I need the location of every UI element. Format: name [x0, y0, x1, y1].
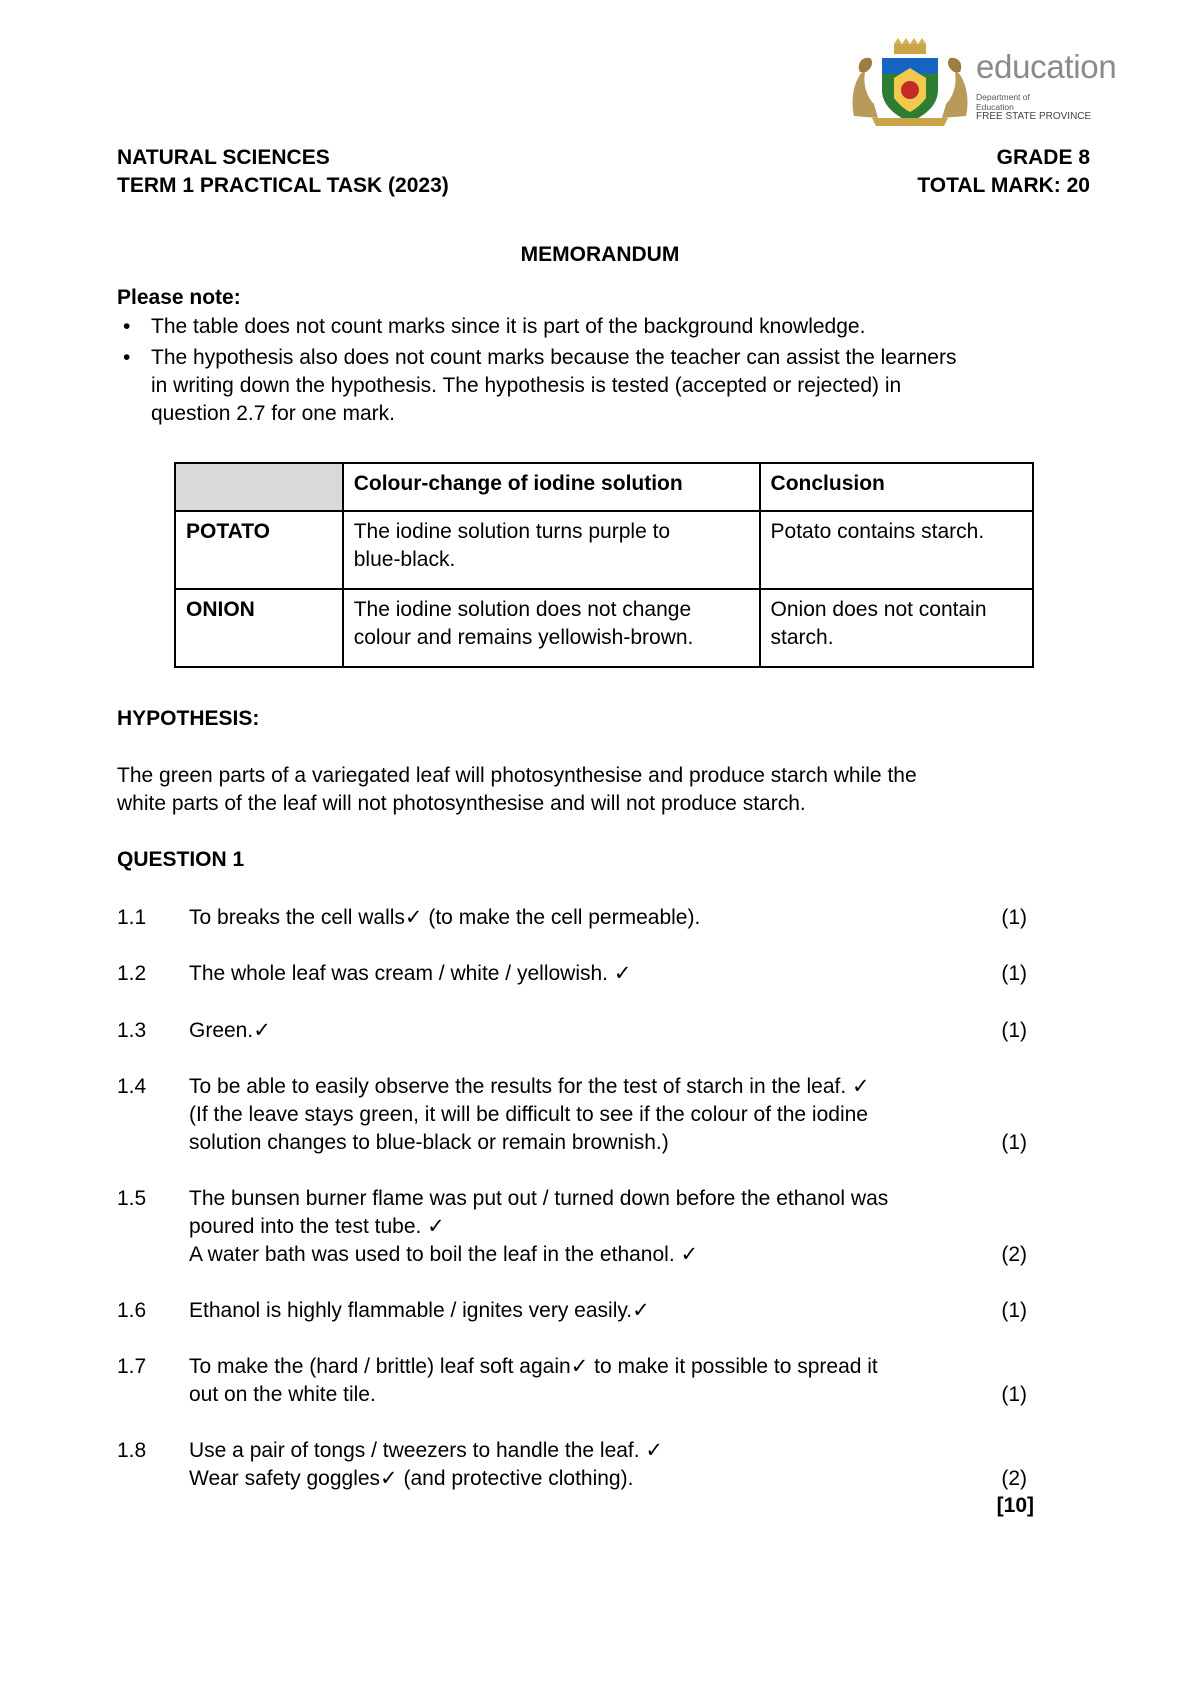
answer-line: Green.✓: [189, 1019, 271, 1042]
hypothesis-title: HYPOTHESIS:: [117, 707, 260, 730]
mark-allocation: (1): [1001, 906, 1027, 929]
grade-heading: GRADE 8: [996, 146, 1090, 169]
mark-allocation: (1): [1001, 1299, 1027, 1322]
answer-line: To be able to easily observe the results for the test of starch in the leaf. ✓: [189, 1075, 870, 1098]
answer-item: [117, 1017, 1027, 1045]
iodine-results-table: [174, 462, 1034, 668]
cell-conclusion: [760, 589, 1033, 667]
cell-line: Potato contains starch.: [770, 520, 985, 543]
question-number: 1.4: [117, 1075, 147, 1098]
question-total: [10]: [996, 1494, 1034, 1517]
logo-subtitle-2: Education: [976, 102, 1014, 112]
note-line: The hypothesis also does not count marks because the teacher can assist the learners: [151, 346, 957, 369]
column-header-conclusion: Conclusion: [760, 463, 1033, 511]
cell-colour-change: [343, 511, 760, 589]
total-mark-heading: TOTAL MARK: 20: [917, 174, 1090, 197]
cell-conclusion: [760, 511, 1033, 589]
answer-item: [117, 1437, 1027, 1493]
answer-line: The bunsen burner flame was put out / turned down before the ethanol was: [189, 1187, 889, 1210]
answer-line: Wear safety goggles✓ (and protective clothing).: [189, 1467, 634, 1490]
note-text: The table does not count marks since it is part of the background knowledge.: [151, 315, 866, 338]
mark-allocation: (2): [1001, 1467, 1027, 1490]
question-number: 1.2: [117, 962, 147, 985]
answer-line: poured into the test tube. ✓: [189, 1215, 445, 1238]
answer-line: To make the (hard / brittle) leaf soft again✓ to make it possible to spread it: [189, 1355, 878, 1378]
subject-heading: NATURAL SCIENCES: [117, 146, 330, 169]
coat-of-arms-icon: [848, 38, 972, 128]
logo-subtitle-3: FREE STATE PROVINCE: [976, 111, 1092, 122]
question-number: 1.1: [117, 906, 147, 929]
question-number: 1.7: [117, 1355, 147, 1378]
answer-line: out on the white tile.: [189, 1383, 376, 1406]
cell-line: colour and remains yellowish-brown.: [353, 626, 694, 649]
answer-line: (If the leave stays green, it will be difficult to see if the colour of the iodine: [189, 1103, 868, 1126]
answer-line: solution changes to blue-black or remain brownish.): [189, 1131, 669, 1154]
column-header-colour-change: Colour-change of iodine solution: [343, 463, 760, 511]
mark-allocation: (1): [1001, 1383, 1027, 1406]
table-header-row: [175, 463, 1033, 511]
note-line: question 2.7 for one mark.: [151, 402, 395, 425]
note-item: [117, 344, 1097, 428]
answer-item: [117, 904, 1027, 932]
table-row: [175, 589, 1033, 667]
logo-subtitle-1: Department of: [976, 92, 1030, 102]
bullet-icon: •: [123, 346, 131, 369]
logo-wordmark: education: [976, 48, 1117, 85]
question-number: 1.8: [117, 1439, 147, 1462]
answer-item: [117, 1297, 1027, 1325]
mark-allocation: (1): [1001, 1019, 1027, 1042]
answer-item: [117, 1353, 1027, 1409]
answer-item: [117, 1073, 1027, 1157]
answer-line: Use a pair of tongs / tweezers to handle the leaf. ✓: [189, 1439, 664, 1462]
question-number: 1.3: [117, 1019, 147, 1042]
answer-line: To breaks the cell walls✓ (to make the cell permeable).: [189, 906, 701, 929]
hypothesis-text: [117, 762, 1077, 818]
cell-line: starch.: [770, 626, 834, 649]
bullet-icon: •: [123, 315, 131, 338]
hypothesis-line: white parts of the leaf will not photosynthesise and will not produce starch.: [117, 792, 806, 815]
note-item: [117, 313, 1097, 341]
answer-line: Ethanol is highly flammable / ignites very easily.✓: [189, 1299, 650, 1322]
mark-allocation: (1): [1001, 962, 1027, 985]
answer-line: A water bath was used to boil the leaf in the ethanol. ✓: [189, 1243, 699, 1266]
note-list: [117, 313, 1097, 431]
cell-line: The iodine solution does not change: [353, 598, 692, 621]
answer-item: [117, 1185, 1027, 1269]
mark-allocation: (2): [1001, 1243, 1027, 1266]
cell-colour-change: [343, 589, 760, 667]
cell-line: blue-black.: [353, 548, 456, 571]
answer-item: [117, 960, 1027, 988]
table-corner-cell: [175, 463, 343, 511]
memorandum-title: MEMORANDUM: [520, 243, 680, 266]
cell-line: The iodine solution turns purple to: [353, 520, 671, 543]
question-number: 1.5: [117, 1187, 147, 1210]
department-logo: [848, 38, 1120, 128]
question-title: QUESTION 1: [117, 848, 245, 871]
note-line: in writing down the hypothesis. The hypothesis is tested (accepted or rejected) in: [151, 374, 902, 397]
note-title: Please note:: [117, 286, 241, 309]
answer-line: The whole leaf was cream / white / yellowish. ✓: [189, 962, 632, 985]
hypothesis-line: The green parts of a variegated leaf will photosynthesise and produce starch while the: [117, 764, 917, 787]
row-label-onion: ONION: [175, 589, 343, 667]
row-label-potato: POTATO: [175, 511, 343, 589]
mark-allocation: (1): [1001, 1131, 1027, 1154]
cell-line: Onion does not contain: [770, 598, 987, 621]
table-row: [175, 511, 1033, 589]
task-heading: TERM 1 PRACTICAL TASK (2023): [117, 174, 449, 197]
question-number: 1.6: [117, 1299, 147, 1322]
